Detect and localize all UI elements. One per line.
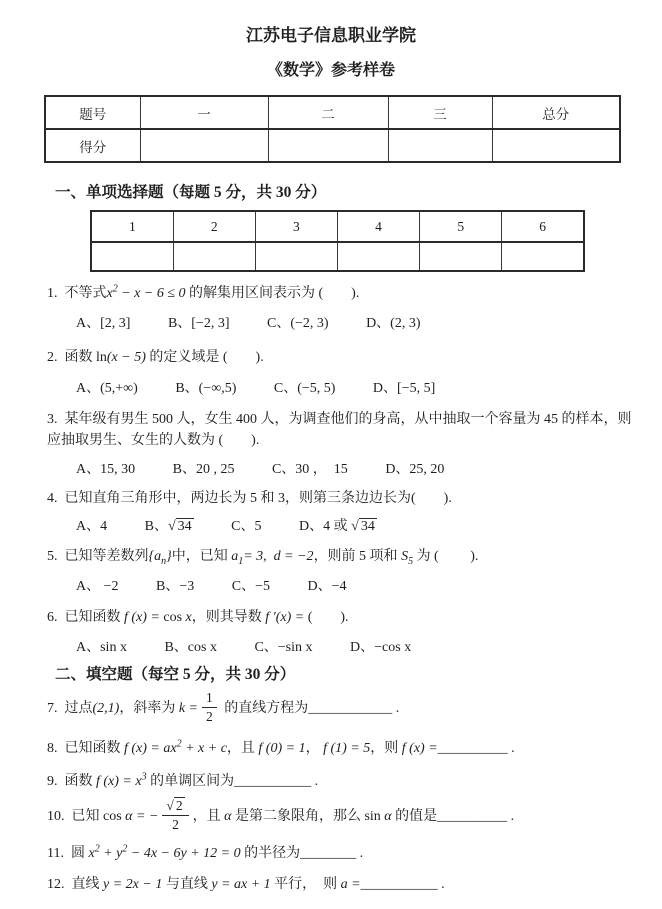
q-math: α = − <box>121 809 159 825</box>
q-function: ln <box>96 350 107 365</box>
answer-header-cell: 3 <box>255 211 337 242</box>
option-d: D、−cos x <box>350 640 412 655</box>
q-math: f (x) = <box>124 610 164 625</box>
q-math: (x − 5) <box>106 350 150 365</box>
question-3-options <box>76 459 662 480</box>
question-6 <box>47 607 634 628</box>
score-header-cell: 题号 <box>45 96 140 129</box>
q-text: ，且 <box>192 809 225 825</box>
radical-sign-icon: √ <box>166 798 174 814</box>
q-text: 的解集用区间表示为 ( ). <box>189 286 360 301</box>
q-text: 直线 <box>71 877 103 893</box>
q-math: = 3, d = −2 <box>243 549 314 564</box>
q-function: sin <box>364 809 381 825</box>
q-math: S <box>401 549 409 564</box>
option-a: A、 −2 <box>76 579 119 594</box>
answer-empty-cell <box>337 242 419 271</box>
answer-table-header-row <box>91 211 584 242</box>
answer-table <box>90 210 585 272</box>
q-num: 12. <box>47 877 65 893</box>
option-d <box>299 519 377 534</box>
fraction-numerator <box>162 798 188 816</box>
q-math: a <box>231 549 239 564</box>
option-b: B、(−∞,5) <box>175 381 237 396</box>
q-text: 已知函数 <box>64 610 124 625</box>
q-math: } <box>166 549 172 564</box>
q-math: x <box>106 286 113 301</box>
q-math: α <box>380 809 392 825</box>
fraction <box>202 690 217 724</box>
score-header-cell: 三 <box>388 96 492 129</box>
q-text: 某年级有男生 500 人，女生 400 人，为调查他们的身高，从中抽取一个容量为 45 的样本，则应抽取男生、女生的人数为 ( ). <box>47 412 632 448</box>
score-empty-cell <box>492 129 620 162</box>
q-num: 10. <box>47 809 65 825</box>
q-text: ，则前 5 项和 <box>313 549 402 564</box>
q-math: y = 2x − 1 <box>103 877 163 893</box>
q-text: ，斜率为 <box>119 701 179 717</box>
radicand: 34 <box>177 519 192 534</box>
radical <box>168 518 194 534</box>
radical <box>166 797 184 813</box>
section-two-heading: 二、填空题（每空 5 分，共 30 分） <box>55 666 296 683</box>
option-c: C、(−2, 3) <box>267 316 329 331</box>
q-num: 7. <box>47 701 58 717</box>
q-text: 是第二象限角，那么 <box>231 809 365 825</box>
option-b: B、cos x <box>164 640 217 655</box>
question-3 <box>47 409 634 451</box>
answer-empty-cell <box>91 242 173 271</box>
fraction-denominator: 2 <box>172 816 179 832</box>
q-math: (2,1) <box>92 701 120 717</box>
score-table-score-row <box>45 129 620 162</box>
q-text: 过点 <box>64 701 93 717</box>
answer-empty-cell <box>173 242 255 271</box>
q-math: x <box>88 846 95 862</box>
q-num: 3. <box>47 412 58 427</box>
answer-header-cell: 2 <box>173 211 255 242</box>
q-text: . <box>392 701 400 717</box>
q-math: − 4x − 6y + 12 = 0 <box>127 846 241 862</box>
question-11 <box>47 843 634 864</box>
q-math: x <box>182 610 192 625</box>
question-5 <box>47 546 634 567</box>
q-text: 不等式 <box>64 286 107 301</box>
paper-title: 江苏电子信息职业学院 <box>246 26 416 45</box>
q-text: 的半径为 <box>240 846 301 862</box>
score-table-header-row <box>45 96 620 129</box>
answer-blank: __________ <box>437 741 508 757</box>
q-text: 的定义域是 ( ). <box>149 350 264 365</box>
question-1 <box>47 283 634 304</box>
option-label: D、4 或 <box>299 519 352 534</box>
option-b: B、−3 <box>156 579 195 594</box>
q-math: f (0) = 1 <box>258 741 306 757</box>
q-math: − x − 6 ≤ 0 <box>117 286 190 301</box>
answer-empty-cell <box>502 242 584 271</box>
option-c: C、−5 <box>231 579 270 594</box>
q-num: 9. <box>47 774 58 790</box>
q-math: f (x) = ax <box>124 741 177 757</box>
answer-header-cell: 6 <box>502 211 584 242</box>
q-text: 已知直角三角形中，两边长为 5 和 3，则第三条边边长为( ). <box>64 491 452 506</box>
answer-blank: __________ <box>437 809 508 825</box>
q-math: + y <box>99 846 123 862</box>
answer-empty-cell <box>255 242 337 271</box>
q-text: 函数 <box>64 774 96 790</box>
question-12 <box>47 874 634 895</box>
q-num: 11. <box>47 846 64 862</box>
option-d: D、[−5, 5] <box>372 381 436 396</box>
question-4-options <box>76 516 662 537</box>
answer-table-blank-row <box>91 242 584 271</box>
q-text: 平行， 则 <box>270 877 341 893</box>
q-num: 6. <box>47 610 58 625</box>
q-text: ，且 <box>226 741 259 757</box>
option-a: A、(5,+∞) <box>76 381 138 396</box>
fraction-numerator: 1 <box>202 690 217 708</box>
question-10 <box>47 800 634 834</box>
q-math: f (x) = <box>401 741 438 757</box>
q-num: 5. <box>47 549 58 564</box>
q-math: f ′(x) = <box>265 610 308 625</box>
option-c: C、(−5, 5) <box>273 381 336 396</box>
score-table <box>44 95 621 163</box>
score-header-cell: 总分 <box>492 96 620 129</box>
q-num: 1. <box>47 286 58 301</box>
q-math: y = ax + 1 <box>211 877 271 893</box>
q-num: 4. <box>47 491 58 506</box>
question-2-options <box>76 378 662 399</box>
question-8 <box>47 738 634 759</box>
score-header-cell: 二 <box>268 96 388 129</box>
answer-blank: ____________ <box>308 701 393 717</box>
q-num: 2. <box>47 350 58 365</box>
q-subscript: 5 <box>408 555 414 567</box>
q-text: 已知 <box>71 809 103 825</box>
q-text: 已知等差数列 <box>64 549 149 564</box>
q-math: a = <box>340 877 361 893</box>
q-text: 函数 <box>64 350 96 365</box>
answer-blank: ___________ <box>360 877 438 893</box>
q-text: 圆 <box>70 846 89 862</box>
option-d: D、−4 <box>307 579 347 594</box>
question-6-options <box>76 637 662 658</box>
paper-subtitle: 《数学》参考样卷 <box>266 62 395 79</box>
radical <box>351 518 377 534</box>
q-math: + x + c <box>181 741 227 757</box>
fraction-denominator: 2 <box>206 708 213 724</box>
q-text: . <box>311 774 319 790</box>
option-c: C、−sin x <box>254 640 313 655</box>
answer-blank: ___________ <box>234 774 312 790</box>
option-b: B、[−2, 3] <box>167 316 230 331</box>
score-header-cell: 一 <box>140 96 268 129</box>
option-c: C、30 ， 15 <box>271 462 348 477</box>
q-superscript: 2 <box>94 843 100 855</box>
q-math: {a <box>148 549 162 564</box>
q-text: ，则 <box>370 741 402 757</box>
q-text: 的值是 <box>391 809 438 825</box>
q-text: . <box>507 741 515 757</box>
score-empty-cell <box>268 129 388 162</box>
option-b: B、20 , 25 <box>172 462 235 477</box>
answer-header-cell: 1 <box>91 211 173 242</box>
q-math: α <box>224 809 232 825</box>
option-a: A、sin x <box>76 640 127 655</box>
option-label: B、 <box>144 519 168 534</box>
question-7 <box>47 692 634 726</box>
q-num: 8. <box>47 741 58 757</box>
q-text: 为 ( ). <box>413 549 479 564</box>
score-row-label: 得分 <box>45 129 140 162</box>
q-superscript: 2 <box>122 843 128 855</box>
q-function: cos <box>103 809 122 825</box>
option-d: D、(2, 3) <box>366 316 421 331</box>
q-text: 的单调区间为 <box>146 774 235 790</box>
question-1-options <box>76 313 662 334</box>
question-4 <box>47 488 634 509</box>
q-text: ，则其导数 <box>191 610 266 625</box>
q-text: 的直线方程为 <box>220 701 309 717</box>
answer-blank: ________ <box>300 846 357 862</box>
answer-empty-cell <box>420 242 502 271</box>
q-text: ， <box>305 741 324 757</box>
option-a: A、15, 30 <box>76 462 136 477</box>
q-text: . <box>507 809 515 825</box>
section-one-heading: 一、单项选择题（每题 5 分，共 30 分） <box>55 184 327 201</box>
q-text: 中，已知 <box>171 549 232 564</box>
q-text: ( ). <box>307 610 349 625</box>
option-d: D、25, 20 <box>385 462 445 477</box>
q-text: 与直线 <box>162 877 212 893</box>
option-a: A、4 <box>76 519 108 534</box>
q-function: cos <box>163 610 183 625</box>
answer-header-cell: 5 <box>420 211 502 242</box>
q-text: . <box>437 877 445 893</box>
radicand: 2 <box>175 798 183 814</box>
radical-sign-icon: √ <box>167 519 176 534</box>
q-subscript: n <box>161 555 167 567</box>
q-superscript: 3 <box>141 771 147 783</box>
option-b <box>145 519 194 534</box>
option-a: A、[2, 3] <box>76 316 131 331</box>
q-subscript: 1 <box>238 555 244 567</box>
q-math: k = <box>178 701 198 717</box>
fraction <box>162 798 188 832</box>
question-2 <box>47 347 634 368</box>
score-empty-cell <box>388 129 492 162</box>
question-5-options <box>76 576 662 597</box>
q-superscript: 2 <box>112 283 118 295</box>
radicand: 34 <box>360 519 375 534</box>
q-superscript: 2 <box>176 738 182 750</box>
option-c: C、5 <box>231 519 262 534</box>
question-9 <box>47 771 634 792</box>
score-empty-cell <box>140 129 268 162</box>
q-math: f (1) = 5 <box>323 741 371 757</box>
answer-header-cell: 4 <box>337 211 419 242</box>
radical-sign-icon: √ <box>351 519 359 534</box>
q-math: f (x) = x <box>96 774 142 790</box>
q-text: 已知函数 <box>64 741 124 757</box>
q-text: . <box>356 846 364 862</box>
